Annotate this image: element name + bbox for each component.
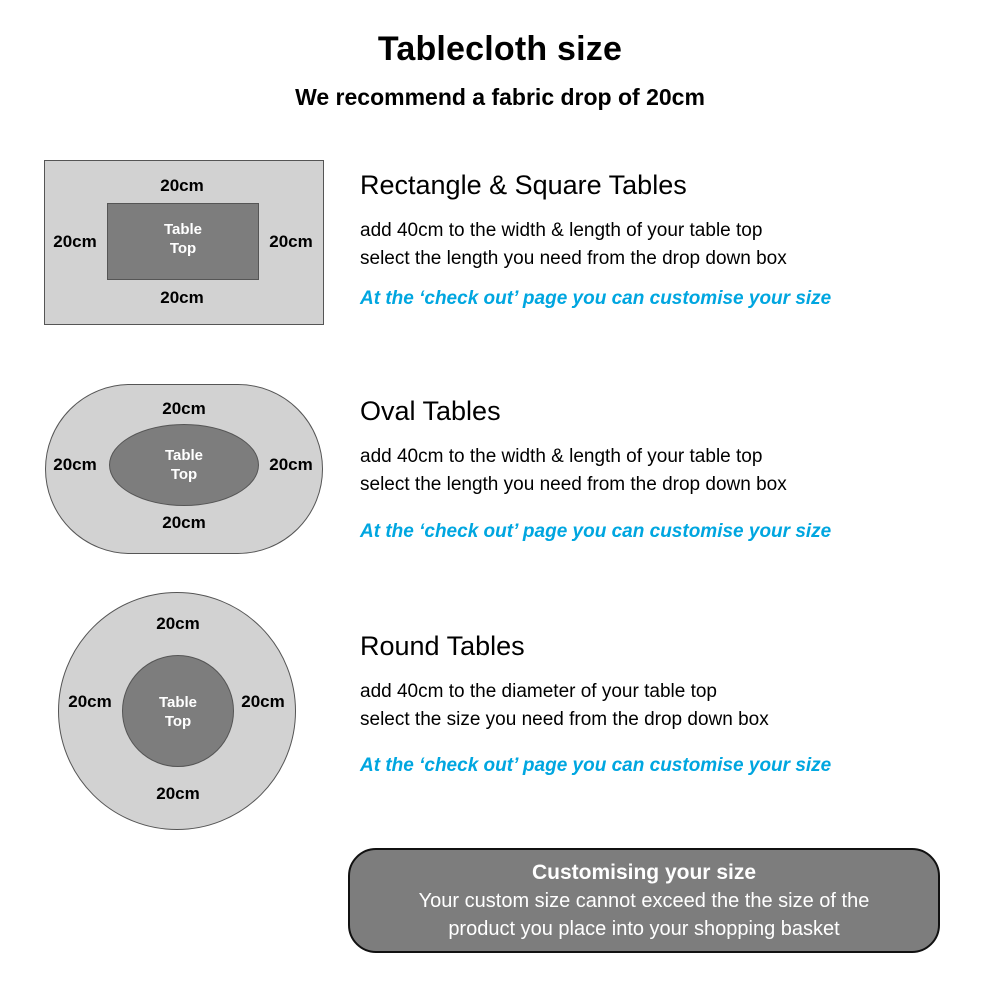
table-top-line-1: Table	[158, 694, 198, 711]
round-drop-right-label: 20cm	[241, 692, 285, 711]
oval-table-top-shape	[109, 424, 259, 506]
rectangle-drop-top-label: 20cm	[160, 176, 204, 195]
oval-section-heading: Oval Tables	[360, 396, 501, 426]
customising-size-line-1: Your custom size cannot exceed the the size of the	[418, 890, 870, 912]
customising-size-callout	[348, 848, 940, 953]
table-top-line-1: Table	[163, 221, 203, 238]
customising-size-line-2: product you place into your shopping basket	[448, 918, 840, 940]
rectangle-section-line-2: select the length you need from the drop down box	[360, 248, 787, 269]
page-title: Tablecloth size	[377, 30, 623, 68]
customising-size-title: Customising your size	[531, 861, 757, 884]
rectangle-drop-left-label: 20cm	[53, 232, 97, 251]
oval-section-line-1: add 40cm to the width & length of your table top	[360, 446, 763, 467]
rectangle-section-note: At the ‘check out’ page you can customise your size	[360, 288, 832, 309]
rectangle-table-top-label	[108, 220, 258, 258]
round-table-top-label	[123, 693, 233, 731]
rectangle-drop-bottom-label: 20cm	[160, 288, 204, 307]
round-section-line-2: select the size you need from the drop down box	[360, 709, 769, 730]
table-top-line-2: Top	[164, 713, 192, 730]
page-subtitle: We recommend a fabric drop of 20cm	[295, 84, 705, 110]
rectangle-section-line-1: add 40cm to the width & length of your table top	[360, 220, 763, 241]
oval-drop-top-label: 20cm	[162, 399, 206, 418]
round-table-top-shape	[122, 655, 234, 767]
oval-section-note: At the ‘check out’ page you can customise your size	[360, 521, 832, 542]
rectangle-section-heading: Rectangle & Square Tables	[360, 170, 687, 200]
round-section-line-1: add 40cm to the diameter of your table top	[360, 681, 717, 702]
round-drop-left-label: 20cm	[68, 692, 112, 711]
round-drop-bottom-label: 20cm	[156, 784, 200, 803]
round-drop-top-label: 20cm	[156, 614, 200, 633]
oval-drop-right-label: 20cm	[269, 455, 313, 474]
table-top-line-1: Table	[164, 447, 204, 464]
round-section-heading: Round Tables	[360, 631, 525, 661]
table-top-line-2: Top	[169, 240, 197, 257]
rectangle-table-top-shape	[107, 203, 259, 280]
table-top-line-2: Top	[170, 466, 198, 483]
round-section-note: At the ‘check out’ page you can customise your size	[360, 755, 832, 776]
rectangle-drop-right-label: 20cm	[269, 232, 313, 251]
oval-table-top-label	[110, 446, 258, 484]
oval-section-line-2: select the length you need from the drop down box	[360, 474, 787, 495]
oval-drop-bottom-label: 20cm	[162, 513, 206, 532]
oval-drop-left-label: 20cm	[53, 455, 97, 474]
